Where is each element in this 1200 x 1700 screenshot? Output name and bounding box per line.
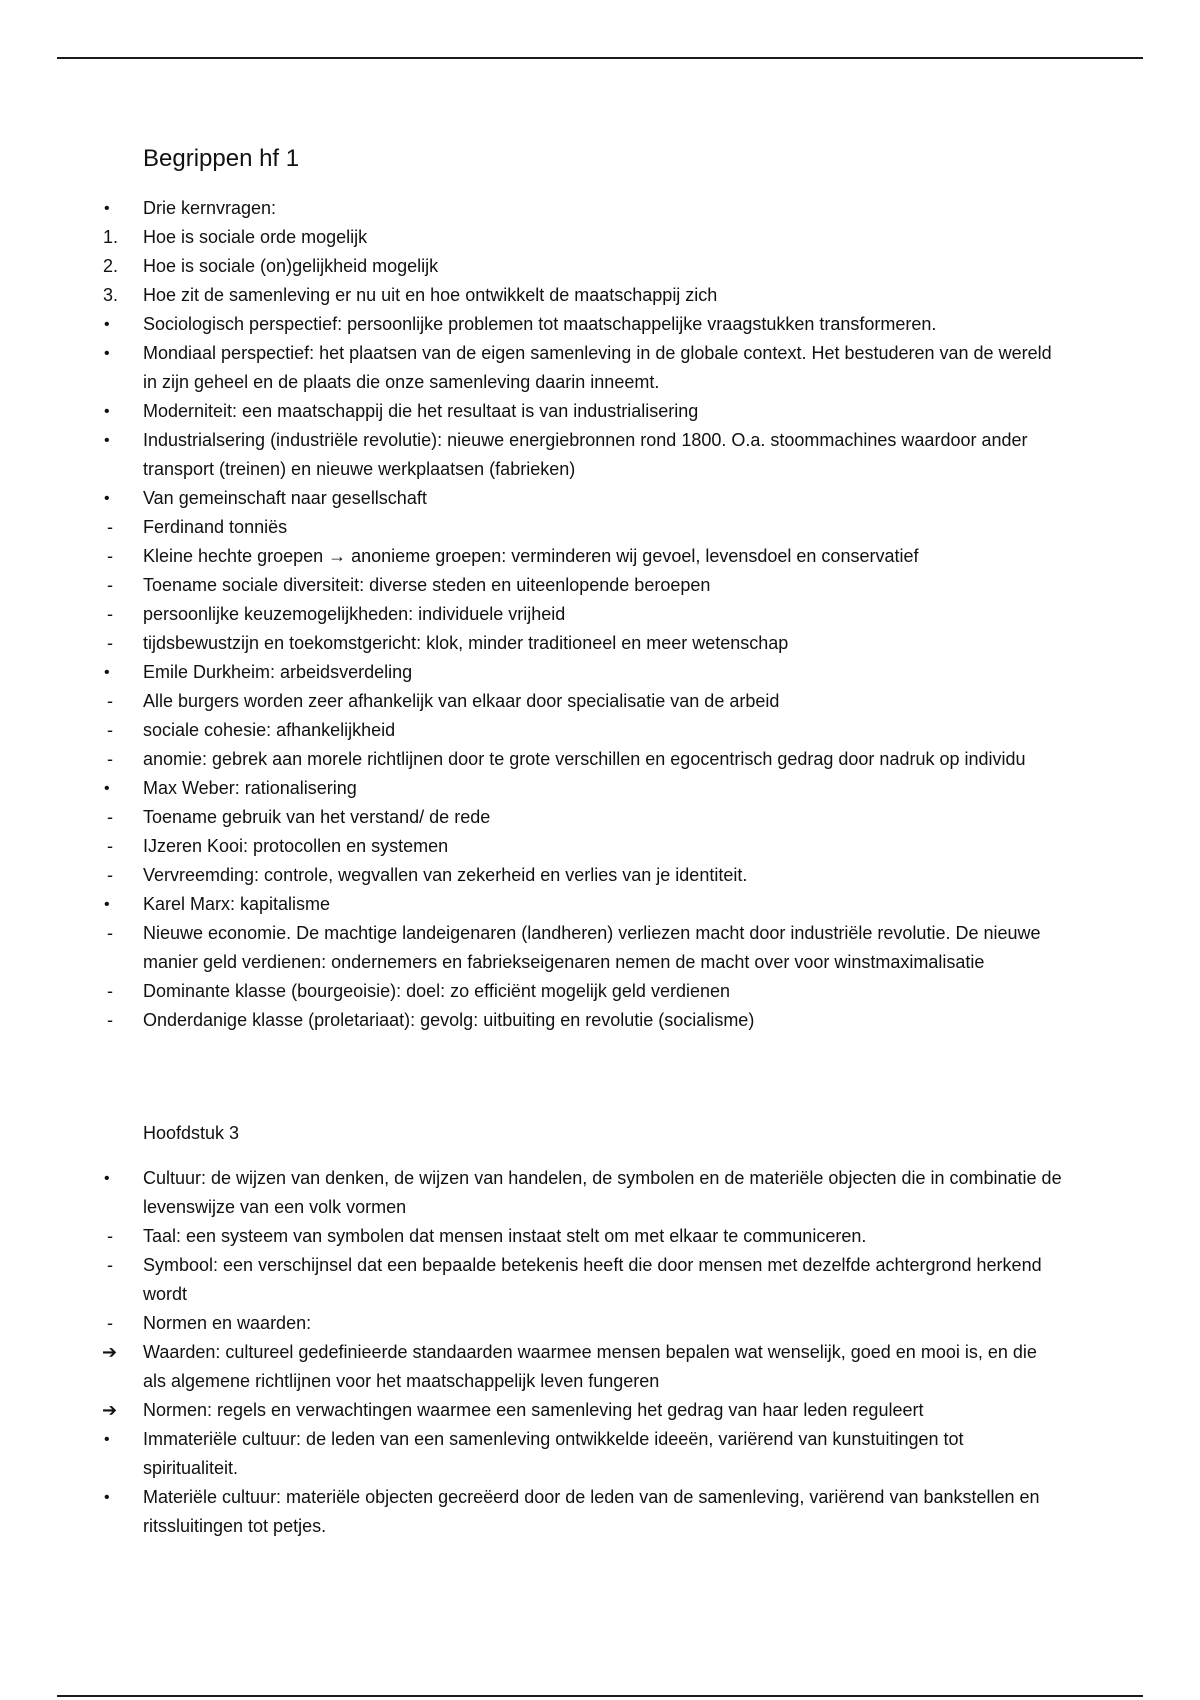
list-item-text: Kleine hechte groepen → anonieme groepen: verminderen wij gevoel, levensdoel en conservatief	[143, 546, 919, 566]
list-item	[0, 890, 1063, 919]
list-number: 3.	[103, 285, 119, 305]
list-item	[0, 803, 1063, 832]
list-item-text: Cultuur: de wijzen van denken, de wijzen van handelen, de symbolen en de materiële objecten die in combinatie de levenswijze van een volk vormen	[143, 1168, 1062, 1217]
dash-marker: -	[107, 836, 113, 856]
bullet-icon: •	[104, 200, 110, 217]
list-item	[0, 397, 1063, 426]
list-item-text: persoonlijke keuzemogelijkheden: individuele vrijheid	[143, 604, 566, 624]
list-item	[0, 1222, 1063, 1251]
list-item-text: Normen: regels en verwachtingen waarmee een samenleving het gedrag van haar leden reguleert	[143, 1400, 924, 1420]
list-item	[0, 1164, 1063, 1222]
list-item	[0, 658, 1063, 687]
list-item	[0, 1483, 1063, 1541]
list-item	[0, 513, 1063, 542]
bullet-icon: •	[104, 664, 110, 681]
list-item	[0, 774, 1063, 803]
list-item-text: Onderdanige klasse (proletariaat): gevolg: uitbuiting en revolutie (socialisme)	[143, 1010, 755, 1030]
list-item	[0, 252, 1063, 281]
list-item-text: Taal: een systeem van symbolen dat mensen instaat stelt om met elkaar te communiceren.	[143, 1226, 867, 1246]
list-item-text: anomie: gebrek aan morele richtlijnen door te grote verschillen en egocentrisch gedrag door nadruk op individu	[143, 749, 1026, 769]
list-number: 1.	[103, 227, 119, 247]
bullet-icon: •	[104, 403, 110, 420]
list-item-text: Nieuwe economie. De machtige landeigenaren (landheren) verliezen macht door industriële revolutie. De nieuwe manier geld verdienen: ondernemers en fabriekseigenaren nemen de macht over voor winstmaximalisatie	[143, 923, 1041, 972]
list-item	[0, 426, 1063, 484]
dash-marker: -	[107, 517, 113, 537]
chapter3-list	[0, 1164, 1200, 1541]
list-item	[0, 1396, 1063, 1425]
list-item-text: Vervreemding: controle, wegvallen van zekerheid en verlies van je identiteit.	[143, 865, 748, 885]
dash-marker: -	[107, 1226, 113, 1246]
list-item	[0, 339, 1063, 397]
list-item-text: Waarden: cultureel gedefinieerde standaarden waarmee mensen bepalen wat wenselijk, goed en mooi is, en die als algemene richtlijnen voor het maatschappelijk leven fungeren	[143, 1342, 1037, 1391]
list-item	[0, 716, 1063, 745]
list-item-text: Symbool: een verschijnsel dat een bepaalde betekenis heeft die door mensen met dezelfde achtergrond herkend wordt	[143, 1255, 1042, 1304]
list-item-text: Materiële cultuur: materiële objecten gecreëerd door de leden van de samenleving, variërend van bankstellen en ritssluitingen tot petjes.	[143, 1487, 1040, 1536]
list-item-text: Normen en waarden:	[143, 1313, 312, 1333]
dash-marker: -	[107, 720, 113, 740]
list-item	[0, 745, 1063, 774]
list-item	[0, 1338, 1063, 1396]
dash-marker: -	[107, 923, 113, 943]
list-item	[0, 484, 1063, 513]
dash-marker: -	[107, 981, 113, 1001]
dash-marker: -	[107, 865, 113, 885]
list-item-text: Van gemeinschaft naar gesellschaft	[143, 488, 427, 508]
list-item	[0, 919, 1063, 977]
chapter3-title: Hoofdstuk 3	[143, 1123, 240, 1143]
list-item-text: Ferdinand tonniës	[143, 517, 288, 537]
list-item-text: Hoe zit de samenleving er nu uit en hoe ontwikkelt de maatschappij zich	[143, 285, 718, 305]
list-item-text: Immateriële cultuur: de leden van een samenleving ontwikkelde ideeën, variërend van kunstuitingen tot spiritualiteit.	[143, 1429, 964, 1478]
dash-marker: -	[107, 633, 113, 653]
list-item	[0, 1006, 1063, 1035]
list-item	[0, 1251, 1063, 1309]
bullet-icon: •	[104, 490, 110, 507]
list-item	[0, 832, 1063, 861]
dash-marker: -	[107, 575, 113, 595]
bullet-icon: •	[104, 1489, 110, 1506]
bullet-icon: •	[104, 345, 110, 362]
dash-marker: -	[107, 1255, 113, 1275]
list-item-text: Drie kernvragen:	[143, 198, 277, 218]
list-item-text: IJzeren Kooi: protocollen en systemen	[143, 836, 449, 856]
list-item-text: tijdsbewustzijn en toekomstgericht: klok, minder traditioneel en meer wetenschap	[143, 633, 789, 653]
list-item	[0, 281, 1063, 310]
dash-marker: -	[107, 1313, 113, 1333]
dash-marker: -	[107, 1010, 113, 1030]
bullet-icon: •	[104, 780, 110, 797]
list-item-text: Hoe is sociale (on)gelijkheid mogelijk	[143, 256, 439, 276]
bullet-icon: •	[104, 896, 110, 913]
list-item	[0, 542, 1063, 571]
dash-marker: -	[107, 604, 113, 624]
list-item	[0, 1425, 1063, 1483]
list-item-text: sociale cohesie: afhankelijkheid	[143, 720, 396, 740]
dash-marker: -	[107, 691, 113, 711]
list-item	[0, 1309, 1063, 1338]
footer-rule	[57, 1695, 1143, 1697]
bullet-icon: •	[104, 1431, 110, 1448]
list-item	[0, 571, 1063, 600]
list-item-text: Alle burgers worden zeer afhankelijk van elkaar door specialisatie van de arbeid	[143, 691, 780, 711]
list-number: 2.	[103, 256, 119, 276]
list-item	[0, 861, 1063, 890]
list-item	[0, 310, 1063, 339]
list-item	[0, 977, 1063, 1006]
list-item	[0, 194, 1063, 223]
list-item-text: Moderniteit: een maatschappij die het resultaat is van industrialisering	[143, 401, 699, 421]
dash-marker: -	[107, 546, 113, 566]
header-rule	[57, 57, 1143, 59]
chapter1-list	[0, 194, 1200, 1035]
list-item-text: Dominante klasse (bourgeoisie): doel: zo efficiënt mogelijk geld verdienen	[143, 981, 730, 1001]
arrow-bullet-icon: ➔	[102, 1342, 118, 1362]
list-item-text: Toename sociale diversiteit: diverse steden en uiteenlopende beroepen	[143, 575, 711, 595]
list-item-text: Sociologisch perspectief: persoonlijke problemen tot maatschappelijke vraagstukken transformeren.	[143, 314, 937, 334]
list-item-text: Hoe is sociale orde mogelijk	[143, 227, 368, 247]
bullet-icon: •	[104, 1170, 110, 1187]
list-item	[0, 687, 1063, 716]
bullet-icon: •	[104, 316, 110, 333]
list-item	[0, 600, 1063, 629]
list-item	[0, 629, 1063, 658]
list-item-text: Toename gebruik van het verstand/ de rede	[143, 807, 491, 827]
bullet-icon: •	[104, 432, 110, 449]
list-item-text: Karel Marx: kapitalisme	[143, 894, 331, 914]
dash-marker: -	[107, 807, 113, 827]
list-item-text: Max Weber: rationalisering	[143, 778, 357, 798]
list-item-text: Industrialsering (industriële revolutie): nieuwe energiebronnen rond 1800. O.a. stoommachines waardoor ander transport (treinen) en nieuwe werkplaatsen (fabrieken)	[143, 430, 1028, 479]
arrow-bullet-icon: ➔	[102, 1400, 118, 1420]
list-item-text: Emile Durkheim: arbeidsverdeling	[143, 662, 413, 682]
dash-marker: -	[107, 749, 113, 769]
page-title: Begrippen hf 1	[143, 145, 300, 172]
list-item-text: Mondiaal perspectief: het plaatsen van de eigen samenleving in de globale context. Het bestuderen van de wereld in zijn geheel en de plaats die onze samenleving daarin inneemt.	[143, 343, 1052, 392]
list-item	[0, 223, 1063, 252]
